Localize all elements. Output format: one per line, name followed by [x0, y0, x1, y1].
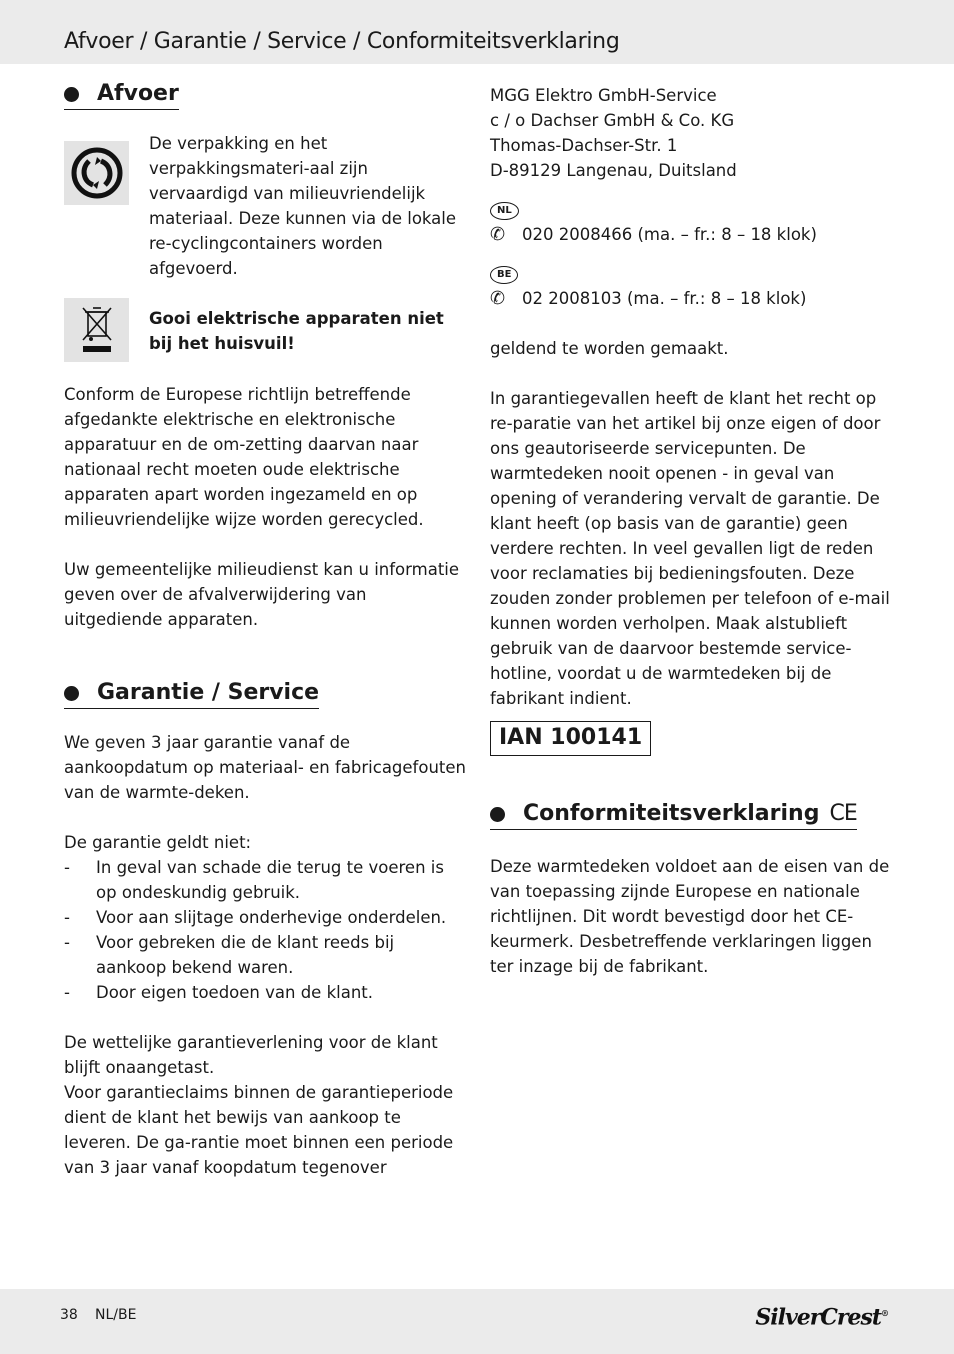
- be-badge: BE: [490, 266, 518, 284]
- brand-name: SilverCrest: [755, 1304, 881, 1331]
- right-column: [490, 83, 894, 979]
- page-number: 38: [60, 1307, 78, 1323]
- list-item: - In geval van schade die terug te voeren is op ondeskundig gebruik.: [64, 858, 444, 902]
- address-line: Thomas-Dachser-Str. 1: [490, 136, 678, 155]
- ian-number: IAN 100141: [490, 721, 651, 756]
- service-continuation: geldend te worden gemaakt.: [490, 339, 729, 358]
- be-phone: 02 2008103 (ma. – fr.: 8 – 18 klok): [522, 289, 807, 308]
- service-address: [490, 83, 894, 183]
- afvoer-heading: [64, 80, 179, 110]
- conform-heading: [490, 800, 857, 830]
- conform-paragraph: Deze warmtedeken voldoet aan de eisen van de van toepassing zijnde Europese en nationale richtlijnen. Dit wordt bevestigd door het CE-keurmerk. Desbetreffende verklaringen liggen ter inzage bij de fabrikant.: [490, 857, 890, 976]
- bullet-icon: [490, 807, 505, 822]
- list-item: - Voor aan slijtage onderhevige onderdelen.: [64, 908, 447, 927]
- phone-icon: ✆: [490, 224, 506, 245]
- recycle-text: De verpakking en het verpakkingsmateri-aal zijn vervaardigd van milieuvriendelijk materiaal. Deze kunnen via de lokale re-cyclingcontainers worden afgevoerd.: [149, 134, 457, 278]
- ce-mark-icon: CE: [829, 801, 857, 826]
- garantie-not-valid-intro: De garantie geldt niet:: [64, 833, 252, 852]
- weee-text: Gooi elektrische apparaten niet bij het huisvuil!: [149, 309, 444, 353]
- list-item: - Voor gebreken die de klant reeds bij aankoop bekend waren.: [64, 933, 395, 977]
- nl-service: [490, 195, 894, 247]
- garantie-paragraph-2: De wettelijke garantieverlening voor de klant blijft onaangetast.: [64, 1033, 438, 1077]
- page-title: Afvoer / Garantie / Service / Conformiteitsverklaring: [64, 29, 620, 54]
- page-header: [0, 0, 954, 64]
- registered-mark: ®: [881, 1308, 888, 1318]
- bullet-icon: [64, 87, 79, 102]
- garantie-paragraph-1: We geven 3 jaar garantie vanaf de aankoopdatum op materiaal- en fabricagefouten van de warmte-deken.: [64, 733, 466, 802]
- garantie-paragraph-3: Voor garantieclaims binnen de garantieperiode dient de klant het bewijs van aankoop te leveren. De ga-rantie moet binnen een periode van 3 jaar vanaf koopdatum tegenover: [64, 1083, 454, 1177]
- address-line: D-89129 Langenau, Duitsland: [490, 161, 737, 180]
- nl-phone: 020 2008466 (ma. – fr.: 8 – 18 klok): [522, 225, 817, 244]
- crossed-bin-icon: [64, 298, 129, 362]
- left-column: [64, 80, 468, 1180]
- garantie-heading-text: Garantie / Service: [97, 680, 320, 705]
- recycle-row: [64, 131, 468, 281]
- be-service: [490, 259, 894, 311]
- conform-heading-text: Conformiteitsverklaring: [523, 801, 820, 826]
- nl-badge: NL: [490, 202, 519, 220]
- afvoer-paragraph-1: Conform de Europese richtlijn betreffende afgedankte elektrische en elektronische apparatuur en de om-zetting daarvan naar nationaal recht moeten oude elektrische apparaten apart worden ingezameld en op milieuvriendelijke wijze worden gerecycled.: [64, 385, 424, 529]
- afvoer-paragraph-2: Uw gemeentelijke milieudienst kan u informatie geven over de afvalverwijdering van uitgediende apparaten.: [64, 560, 460, 629]
- brand-logo: [755, 1298, 888, 1332]
- page-language: NL/BE: [95, 1307, 137, 1323]
- address-line: MGG Elektro GmbH-Service: [490, 86, 717, 105]
- green-dot-icon: [64, 141, 129, 205]
- weee-row: [64, 298, 468, 362]
- address-line: c / o Dachser GmbH & Co. KG: [490, 111, 735, 130]
- garantie-exclusion-list: [64, 855, 468, 1005]
- service-paragraph: In garantiegevallen heeft de klant het recht op re-paratie van het artikel bij onze eigen of door ons geautoriseerde servicepunten. De warmtedeken nooit openen - in geval van opening of verandering vervalt de garantie. De klant heeft (op basis van de garantie) geen verdere rechten. In veel gevallen ligt de reden voor reclamaties bij bedieningsfouten. Deze zouden zonder problemen per telefoon of e-mail kunnen worden verholpen. Maak alstublieft gebruik van de daarvoor bestemde service-hotline, voordat u de warmtedeken bij de fabrikant indient.: [490, 389, 890, 708]
- bullet-icon: [64, 686, 79, 701]
- garantie-heading: [64, 679, 319, 709]
- list-item: - Door eigen toedoen van de klant.: [64, 983, 373, 1002]
- afvoer-heading-text: Afvoer: [97, 81, 179, 106]
- phone-icon: ✆: [490, 288, 506, 309]
